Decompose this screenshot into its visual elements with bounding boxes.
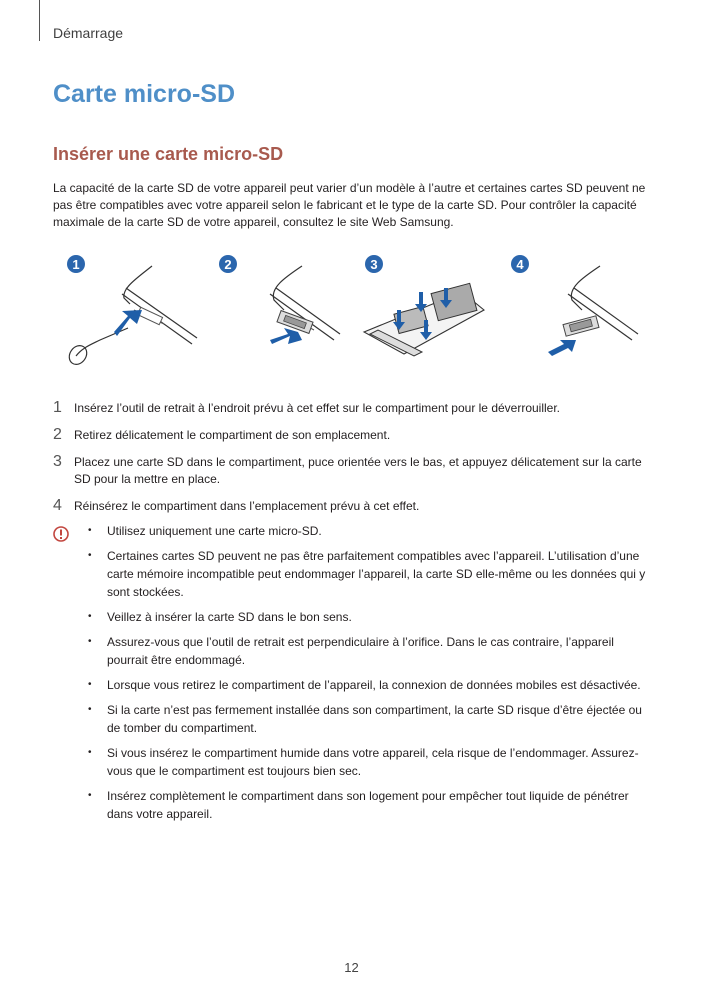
caution-block xyxy=(53,522,653,830)
sd-card-illustrations xyxy=(52,248,652,378)
step-badge-1-label: 1 xyxy=(72,257,80,272)
step-item xyxy=(53,498,653,515)
step-number: 1 xyxy=(53,399,62,416)
intro-paragraph: La capacité de la carte SD de votre appareil peut varier d’un modèle à l’autre et certaines cartes SD peuvent ne pas être compatibles avec votre appareil selon le fabricant et le type de la carte SD. Pour contrôler la capacité maximale de la carte SD de votre appareil, consultez le site Web Samsung. xyxy=(53,181,646,229)
step-number: 2 xyxy=(53,426,62,443)
steps-list xyxy=(53,400,653,525)
step-text: Placez une carte SD dans le compartiment, puce orientée vers le bas, et appuyez délicatement sur la carte SD pour la mettre en place. xyxy=(74,455,642,486)
arrow-in-icon xyxy=(114,310,142,336)
page-title: Carte micro-SD xyxy=(53,80,235,108)
caution-icon xyxy=(53,526,69,542)
arrow-insert-icon xyxy=(548,340,576,356)
illustration-step-3 xyxy=(364,255,484,356)
caution-item: • Veillez à insérer la carte SD dans le bon sens. xyxy=(88,608,653,626)
caution-item: • Utilisez uniquement une carte micro-SD. xyxy=(88,522,653,540)
step-text: Réinsérez le compartiment dans l’emplacement prévu à cet effet. xyxy=(74,499,420,513)
caution-item: • Si vous insérez le compartiment humide dans votre appareil, cela risque de l’endommager. Assurez-vous que le compartiment est toujours bien sec. xyxy=(88,744,653,780)
caution-list xyxy=(53,522,653,823)
illustration-step-4 xyxy=(511,255,638,356)
step-number: 4 xyxy=(53,497,62,514)
step-badge-2-label: 2 xyxy=(224,257,232,272)
step-item xyxy=(53,454,653,488)
page-number: 12 xyxy=(344,960,359,975)
arrow-out-icon xyxy=(270,328,302,344)
caution-item: • Si la carte n’est pas fermement installée dans son compartiment, la carte SD risque d’être éjectée ou de tomber du compartiment. xyxy=(88,701,653,737)
header-rule xyxy=(39,0,40,41)
step-badge-3-label: 3 xyxy=(370,257,378,272)
section-subtitle: Insérer une carte micro-SD xyxy=(53,144,284,164)
step-item xyxy=(53,427,653,444)
step-item xyxy=(53,400,653,417)
step-number: 3 xyxy=(53,453,62,470)
step-text: Retirez délicatement le compartiment de son emplacement. xyxy=(74,428,391,442)
caution-item: • Certaines cartes SD peuvent ne pas être parfaitement compatibles avec l’appareil. L’utilisation d’une carte mémoire incompatible peut endommager l’appareil, la carte SD elle-même ou les données qui y sont stockées. xyxy=(88,547,653,601)
step-text: Insérez l’outil de retrait à l’endroit prévu à cet effet sur le compartiment pour le déverrouiller. xyxy=(74,401,561,415)
illustration-step-2 xyxy=(219,255,340,344)
caution-item: • Lorsque vous retirez le compartiment de l’appareil, la connexion de données mobiles est désactivée. xyxy=(88,676,653,694)
caution-item: • Assurez-vous que l’outil de retrait est perpendiculaire à l’orifice. Dans le cas contraire, l’appareil pourrait être endommagé. xyxy=(88,633,653,669)
illustration-step-1 xyxy=(66,255,197,368)
step-badge-4-label: 4 xyxy=(516,257,524,272)
section-header: Démarrage xyxy=(53,25,124,41)
caution-item: • Insérez complètement le compartiment dans son logement pour empêcher tout liquide de pénétrer dans votre appareil. xyxy=(88,787,653,823)
